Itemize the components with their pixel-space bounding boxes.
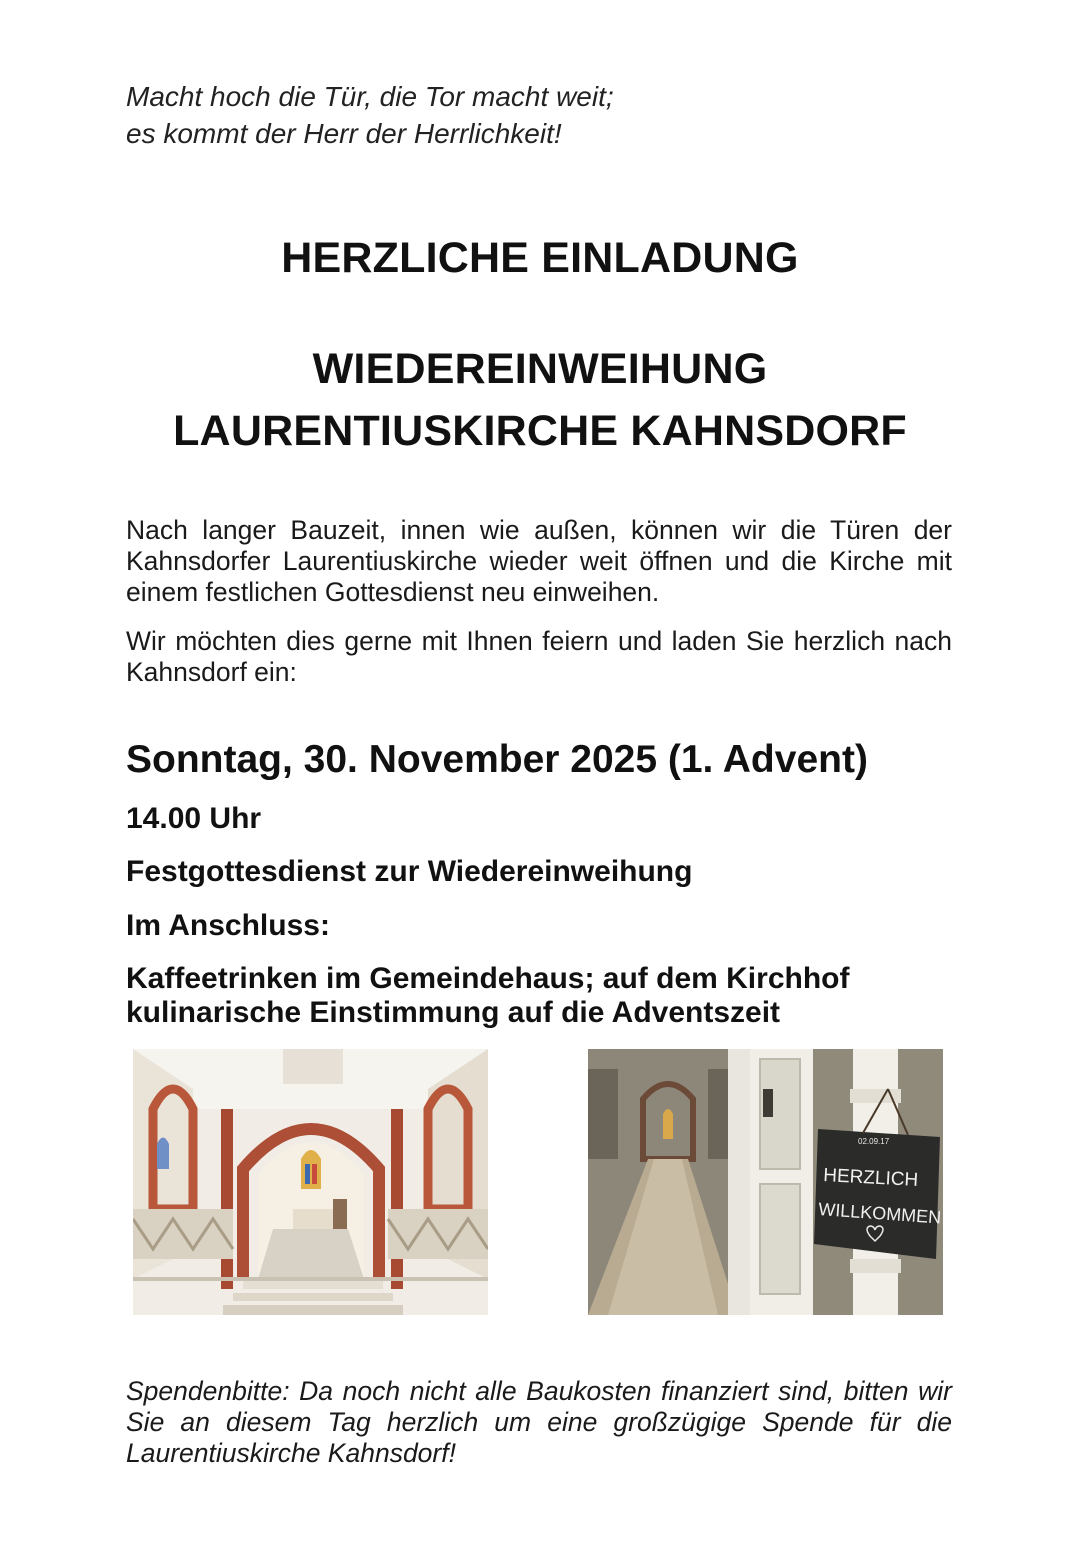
church-door-illustration	[588, 1049, 943, 1315]
motto-line-1: Macht hoch die Tür, die Tor macht weit;	[126, 81, 614, 112]
event-service: Festgottesdienst zur Wiedereinweihung	[126, 855, 693, 888]
invitation-heading: HERZLICHE EINLADUNG	[281, 234, 799, 282]
event-coffee: Kaffeetrinken im Gemeindehaus; auf dem Kirchhof kulinarische Einstimmung auf die Adventszeit	[126, 962, 850, 1029]
church-door-photo	[588, 1049, 943, 1315]
sign-date: 02.09.17	[858, 1137, 890, 1146]
church-interior-photo	[133, 1049, 488, 1315]
church-interior-illustration	[133, 1049, 488, 1315]
event-heading-line-1: WIEDEREINWEIHUNG	[312, 345, 768, 393]
intro-paragraph-1: Nach langer Bauzeit, innen wie außen, können wir die Türen der Kahnsdorfer Laurentiuskirche wieder weit öffnen und die Kirche mit einem festlichen Gottesdienst neu einweihen.	[126, 515, 952, 607]
event-date: Sonntag, 30. November 2025 (1. Advent)	[126, 738, 868, 781]
event-time: 14.00 Uhr	[126, 802, 262, 835]
event-heading-line-2: LAURENTIUSKIRCHE KAHNSDORF	[173, 407, 907, 455]
sign-line-1: HERZLICH	[822, 1165, 919, 1191]
motto	[126, 78, 946, 152]
sign-line-2: WILLKOMMEN	[817, 1199, 942, 1228]
event-after-label: Im Anschluss:	[126, 909, 330, 942]
motto-line-2: es kommt der Herr der Herrlichkeit!	[126, 118, 562, 149]
event-heading	[0, 338, 1080, 462]
intro-paragraph-2: Wir möchten dies gerne mit Ihnen feiern und laden Sie herzlich nach Kahnsdorf ein:	[126, 626, 952, 687]
donation-request: Spendenbitte: Da noch nicht alle Baukosten finanziert sind, bitten wir Sie an diesem Tag herzlich um eine großzügige Spende für die Laurentiuskirche Kahnsdorf!	[126, 1376, 952, 1468]
